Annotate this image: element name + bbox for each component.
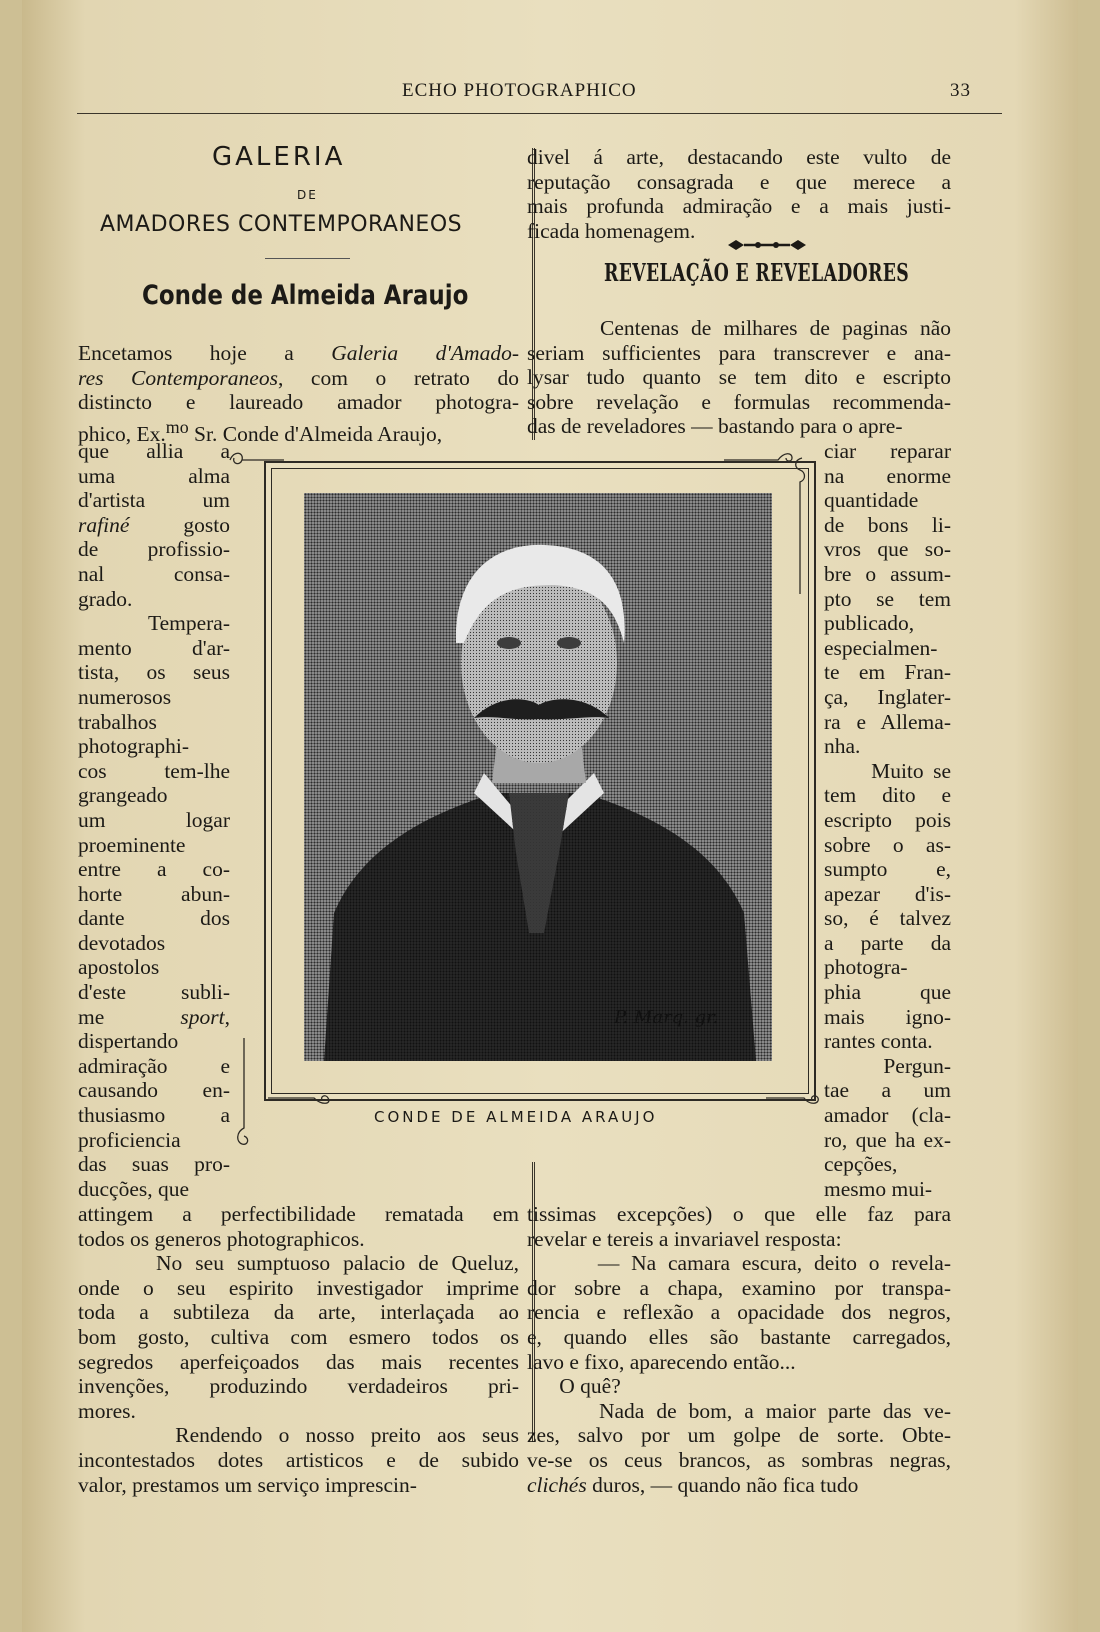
portrait-figure-icon	[304, 493, 772, 1061]
revelacao-intro-line: seriam sufficientes para transcrever e ana-	[527, 340, 951, 365]
galeria-narrow-line: dante dos	[78, 906, 230, 931]
galeria-narrow-line: grado.	[78, 586, 133, 611]
revelacao-narrow-line: especialmen-	[824, 635, 938, 660]
revelacao-narrow-line: amador (cla-	[824, 1103, 951, 1128]
revelacao-narrow-line: te em Fran-	[824, 660, 951, 685]
galeria-intro-line: distincto e laureado amador photogra-	[78, 390, 519, 415]
revelacao-narrow-line: de bons li-	[824, 512, 951, 537]
flourish-left-vertical-icon	[228, 1036, 258, 1156]
revelacao-intro-line: sobre revelação e formulas recommenda-	[527, 389, 951, 414]
galeria-narrow-line: cos tem-lhe	[78, 758, 230, 783]
revelacao-narrow-line: sumpto e,	[824, 857, 951, 882]
flourish-right-vertical-icon	[788, 456, 814, 596]
revelacao-narrow-line: photogra-	[824, 955, 908, 980]
revelacao-tail-line: tissimas excepções) o que elle faz para	[527, 1202, 951, 1226]
page	[22, 0, 1078, 1632]
revelacao-narrow-line: cepções,	[824, 1152, 898, 1177]
galeria-narrow-line: ducções, que	[78, 1176, 190, 1201]
galeria-tail-line: incontestados dotes artisticos e de subido	[78, 1447, 519, 1472]
galeria-tail-line: Rendendo o nosso preito aos seus	[78, 1423, 519, 1448]
revelacao-narrow-line: publicado,	[824, 611, 915, 636]
revelacao-tail-line: ve-se os ceus brancos, as sombras negras,	[527, 1447, 951, 1472]
running-head-title: ECHO PHOTOGRAPHICO	[402, 80, 637, 101]
section-heading: GALERIA	[212, 142, 346, 172]
continuation-line: mais profunda admiração e a mais justi-	[527, 194, 951, 219]
revelacao-narrow-line: mesmo mui-	[824, 1176, 933, 1201]
revelacao-tail-line: — Na camara escura, deito o revela-	[527, 1251, 951, 1276]
galeria-intro-line: phico, Ex.$^{mo}$ Sr. Conde d'Almeida Araujo,	[78, 416, 443, 446]
revelacao-tail-line: clichés duros, — quando não fica tudo	[527, 1472, 859, 1497]
galeria-narrow-line: Tempera-	[78, 611, 230, 636]
revelacao-narrow-line: tem dito e	[824, 783, 951, 808]
portrait-signature: P. Marq. gr.	[614, 1007, 719, 1028]
galeria-narrow-line: de profissio-	[78, 537, 230, 562]
revelacao-narrow-line: so, é talvez	[824, 906, 951, 931]
galeria-narrow-line: numerosos	[78, 684, 172, 709]
flourish-bottom-right-icon	[764, 1090, 824, 1112]
galeria-narrow-line: me sport,	[78, 1004, 230, 1029]
revelacao-narrow-line: ça, Inglater-	[824, 684, 951, 709]
right-intro-text	[527, 316, 951, 439]
continuation-line: divel á arte, destacando este vulto de	[527, 145, 951, 169]
revelacao-intro-line: das de reveladores — bastando para o apre-	[527, 414, 903, 439]
revelacao-narrow-line: ra e Allema-	[824, 709, 951, 734]
portrait-photo	[304, 493, 772, 1061]
galeria-narrow-line: devotados	[78, 930, 166, 955]
galeria-narrow-line: d'artista um	[78, 488, 230, 513]
galeria-narrow-line: photographi-	[78, 734, 190, 759]
right-narrow-text	[824, 439, 951, 1201]
galeria-tail-line: mores.	[78, 1398, 136, 1423]
revelacao-tail-line: Nada de bom, a maior parte das ve-	[527, 1398, 951, 1423]
flourish-top-left-icon	[226, 448, 286, 470]
revelacao-intro-line: lysar tudo quanto se tem dito e escripto	[527, 365, 951, 390]
revelacao-narrow-line: escripto pois	[824, 807, 951, 832]
galeria-narrow-line: grangeado	[78, 783, 168, 808]
left-intro-text	[78, 341, 519, 446]
galeria-narrow-line: entre a co-	[78, 857, 230, 882]
galeria-narrow-line: das suas pro-	[78, 1152, 230, 1177]
revelacao-intro-line: Centenas de milhares de paginas não	[527, 316, 951, 340]
section-heading-de: DE	[297, 188, 318, 202]
revelacao-tail-line: lavo e fixo, aparecendo então...	[527, 1349, 796, 1374]
revelacao-narrow-line: quantidade	[824, 488, 919, 513]
revelacao-narrow-line: sobre o as-	[824, 832, 951, 857]
galeria-narrow-line: tista, os seus	[78, 660, 230, 685]
revelacao-narrow-line: pto se tem	[824, 586, 951, 611]
revelacao-narrow-line: tae a um	[824, 1078, 951, 1103]
galeria-tail-line: todos os generos photographicos.	[78, 1226, 365, 1251]
right-tail-text	[527, 1202, 951, 1497]
revelacao-tail-line: dor sobre a chapa, examino por transpa-	[527, 1275, 951, 1300]
ornament-divider-icon	[726, 238, 808, 252]
section-subheading: AMADORES CONTEMPORANEOS	[100, 212, 463, 237]
revelacao-tail-line: zes, salvo por um golpe de sorte. Obte-	[527, 1423, 951, 1448]
portrait-caption: CONDE DE ALMEIDA ARAUJO	[374, 1108, 658, 1126]
left-narrow-text	[78, 439, 230, 1201]
galeria-tail-line: bom gosto, cultiva com esmero todos os	[78, 1324, 519, 1349]
galeria-narrow-line: mento d'ar-	[78, 635, 230, 660]
revelacao-narrow-line: mais igno-	[824, 1004, 951, 1029]
galeria-narrow-line: que allia a	[78, 439, 230, 463]
revelacao-tail-line: rencia e reflexão a opacidade dos negros,	[527, 1300, 951, 1325]
short-rule	[265, 258, 350, 259]
revelacao-narrow-line: vros que so-	[824, 537, 951, 562]
galeria-narrow-line: admiração e	[78, 1053, 230, 1078]
galeria-narrow-line: rafiné gosto	[78, 512, 230, 537]
header-rule	[77, 113, 1002, 114]
revelacao-narrow-line: rantes conta.	[824, 1029, 933, 1054]
galeria-intro-line: res Contemporaneos, com o retrato do	[78, 365, 519, 390]
galeria-tail-line: No seu sumptuoso palacio de Queluz,	[78, 1251, 519, 1276]
revelacao-narrow-line: na enorme	[824, 463, 951, 488]
revelacao-narrow-line: ciar reparar	[824, 439, 951, 463]
galeria-tail-line: onde o seu espirito investigador imprime	[78, 1275, 519, 1300]
article-title-revelacao: REVELAÇÃO E REVELADORES	[604, 258, 910, 287]
article-title-conde: Conde de Almeida Araujo	[142, 280, 469, 311]
galeria-narrow-line: causando en-	[78, 1078, 230, 1103]
flourish-bottom-left-icon	[266, 1090, 336, 1112]
revelacao-narrow-line: phia que	[824, 980, 951, 1005]
galeria-narrow-line: apostolos	[78, 955, 160, 980]
galeria-narrow-line: nal consa-	[78, 561, 230, 586]
revelacao-tail-line: e, quando elles são bastante carregados,	[527, 1324, 951, 1349]
galeria-narrow-line: d'este subli-	[78, 980, 230, 1005]
galeria-tail-line: segredos aperfeiçoados das mais recentes	[78, 1349, 519, 1374]
running-head	[22, 80, 1078, 106]
galeria-tail-line: toda a subtileza da arte, interlaçada ao	[78, 1300, 519, 1325]
galeria-tail-line: valor, prestamos um serviço imprescin-	[78, 1472, 417, 1497]
revelacao-narrow-line: ro, que ha ex-	[824, 1127, 951, 1152]
galeria-narrow-line: proficiencia	[78, 1127, 181, 1152]
revelacao-narrow-line: apezar d'is-	[824, 881, 951, 906]
galeria-narrow-line: dispertando	[78, 1029, 179, 1054]
galeria-narrow-line: horte abun-	[78, 881, 230, 906]
galeria-tail-line: attingem a perfectibilidade rematada em	[78, 1202, 519, 1226]
revelacao-narrow-line: bre o assum-	[824, 561, 951, 586]
revelacao-narrow-line: nha.	[824, 734, 861, 759]
revelacao-tail-line: revelar e tereis a invariavel resposta:	[527, 1226, 842, 1251]
galeria-narrow-line: proeminente	[78, 832, 186, 857]
right-continuation-text	[527, 145, 951, 243]
galeria-narrow-line: uma alma	[78, 463, 230, 488]
revelacao-narrow-line: Pergun-	[824, 1053, 951, 1078]
page-number: 33	[950, 80, 971, 101]
galeria-tail-line: invenções, produzindo verdadeiros pri-	[78, 1374, 519, 1399]
galeria-intro-line: Encetamos hoje a Galeria d'Amado-	[78, 341, 519, 365]
galeria-narrow-line: thusiasmo a	[78, 1103, 230, 1128]
revelacao-narrow-line: a parte da	[824, 930, 951, 955]
galeria-narrow-line: trabalhos	[78, 709, 157, 734]
continuation-line: reputação consagrada e que merece a	[527, 169, 951, 194]
continuation-line: ficada homenagem.	[527, 218, 696, 243]
revelacao-tail-line: O quê?	[527, 1374, 621, 1399]
revelacao-narrow-line: Muito se	[824, 758, 951, 783]
galeria-narrow-line: um logar	[78, 807, 230, 832]
left-tail-text	[78, 1202, 519, 1497]
